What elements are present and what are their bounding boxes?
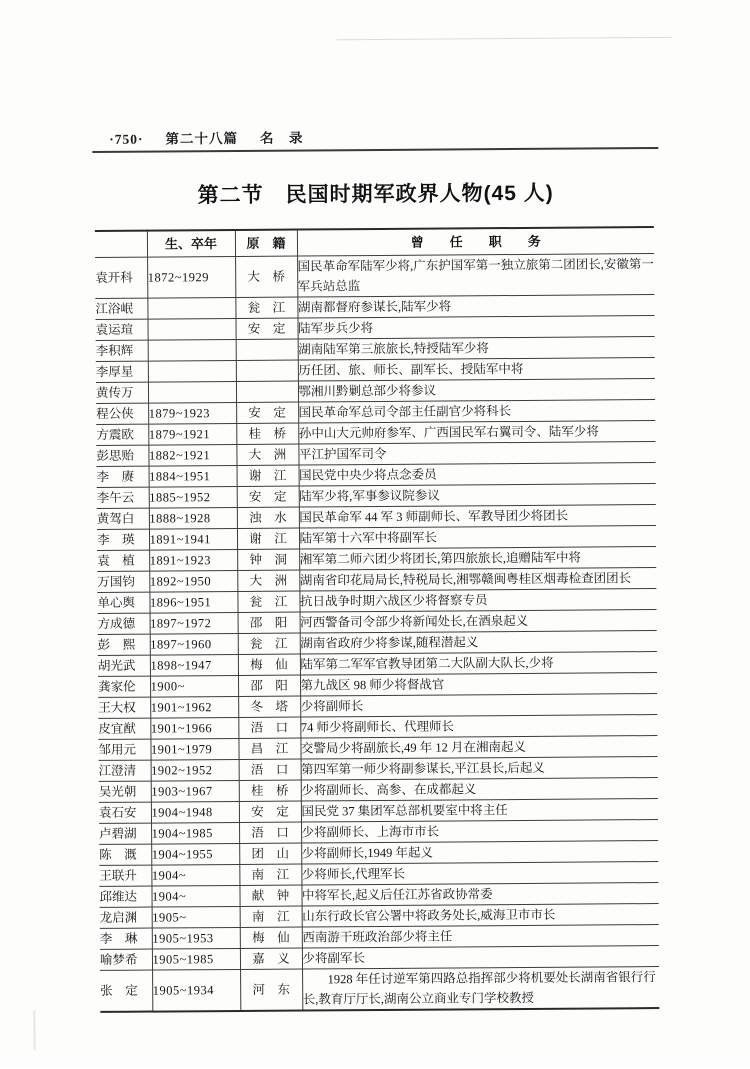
person-name: 黄驾白: [97, 508, 149, 529]
table-row: [100, 967, 659, 1012]
birth-death-years: 1898~1947: [150, 654, 238, 676]
positions-held: 陆军第十六军中将副军长: [299, 526, 656, 549]
native-place: [236, 339, 298, 360]
native-place: 大 桥: [235, 256, 297, 297]
native-place: 浊 水: [237, 507, 299, 528]
birth-death-years: 1879~1923: [148, 402, 236, 424]
native-place: 安 定: [236, 402, 298, 423]
native-place: 谢 江: [237, 528, 299, 549]
page-number: ·750·: [109, 131, 144, 147]
birth-death-years: 1901~1979: [150, 738, 238, 760]
person-name: 胡光武: [98, 655, 150, 676]
native-place: 南 江: [240, 906, 302, 927]
birth-death-years: 1896~1951: [149, 591, 237, 613]
table-row: [95, 254, 654, 299]
native-place: [236, 381, 298, 402]
birth-death-years: 1884~1951: [149, 465, 237, 487]
positions-held: 少将副师长,1949 年起义: [301, 841, 658, 864]
birth-death-years: 1892~1950: [149, 570, 237, 592]
birth-death-years: 1905~: [152, 906, 240, 928]
column-header-3: 曾 任 职 务: [297, 227, 654, 256]
person-name: 方成德: [98, 613, 150, 634]
positions-held: 少将副师长、上海市市长: [301, 820, 658, 843]
scan-artifact-line: [337, 37, 673, 40]
person-name: 邱维达: [99, 886, 151, 907]
person-name: 李 赓: [97, 466, 149, 487]
birth-death-years: 1897~1960: [150, 633, 238, 655]
birth-death-years: [148, 360, 236, 382]
native-place: 钟 洞: [237, 549, 299, 570]
birth-death-years: 1904~: [151, 864, 239, 886]
birth-death-years: 1888~1928: [149, 507, 237, 529]
positions-held: 少将副师长、高参、在成都起义: [301, 778, 658, 801]
person-name: 江浴岷: [95, 298, 147, 319]
positions-held: 陆军第二军军官教导团第二大队副大队长,少将: [300, 652, 657, 675]
person-name: 李厚星: [96, 361, 148, 382]
positions-held: 湖南省政府少将参谋,随程潜起义: [300, 631, 657, 654]
positions-held: 少将副师长: [300, 694, 657, 717]
positions-held: 国民革命军陆军少将,广东护国军第一独立旅第二团团长,安徽第一军兵站总监: [297, 254, 654, 297]
person-name: 邹用元: [98, 739, 150, 760]
birth-death-years: 1891~1923: [149, 549, 237, 571]
header-rule: [92, 147, 658, 153]
native-place: 嘉 义: [240, 948, 302, 969]
native-place: 瓮 江: [238, 633, 300, 654]
roster-table-head: [95, 227, 654, 257]
person-name: 龚家伦: [98, 676, 150, 697]
native-place: 团 山: [239, 843, 301, 864]
person-name: 陈 溉: [99, 844, 151, 865]
birth-death-years: 1904~: [151, 885, 239, 907]
birth-death-years: 1900~: [150, 675, 238, 697]
positions-held: 少将副军长: [302, 946, 659, 969]
birth-death-years: 1902~1952: [151, 759, 239, 781]
native-place: 大 洲: [236, 444, 298, 465]
page-header: [109, 126, 303, 147]
positions-held: 中将军长,起义后任江苏省政协常委: [301, 883, 658, 906]
column-header-1: 生、卒年: [147, 230, 235, 257]
positions-held: 孙中山大元帅府参军、广西国民军右翼司令、陆军少将: [298, 421, 655, 444]
positions-held: 少将师长,代理军长: [301, 862, 658, 885]
native-place: 邵 阳: [238, 675, 300, 696]
person-name: 卢碧湖: [99, 823, 151, 844]
page-title: 第二节 民国时期军政界人物(45 人): [197, 181, 554, 208]
person-name: 黄传万: [96, 382, 148, 403]
positions-held: 陆军步兵少将: [297, 316, 654, 339]
positions-held: 国民党中央少将点念委员: [299, 463, 656, 486]
birth-death-years: 1905~1985: [152, 948, 240, 970]
positions-held: 第四军第一师少将副参谋长,平江县长,后起义: [301, 757, 658, 780]
native-place: 梅 仙: [238, 654, 300, 675]
birth-death-years: 1901~1962: [150, 696, 238, 718]
person-name: 喻梦希: [100, 949, 152, 970]
birth-death-years: 1904~1948: [151, 801, 239, 823]
person-name: 袁运瑄: [96, 319, 148, 340]
person-name: 李午云: [97, 487, 149, 508]
native-place: 桂 桥: [239, 780, 301, 801]
positions-held: 历任团、旅、师长、副军长、授陆军中将: [298, 358, 655, 381]
column-header-0: [95, 231, 147, 258]
positions-held: 西南游干班政治部少将主任: [302, 925, 659, 948]
native-place: [236, 360, 298, 381]
native-place: 安 定: [235, 318, 297, 339]
birth-death-years: 1903~1967: [151, 780, 239, 802]
person-name: 李积辉: [96, 340, 148, 361]
positions-held: 湖南陆军第三旅旅长,特授陆军少将: [298, 337, 655, 360]
positions-held: 河西警备司令部少将新闻处长,在酒泉起义: [300, 610, 657, 633]
birth-death-years: 1901~1966: [150, 717, 238, 739]
person-name: 王联升: [99, 865, 151, 886]
person-name: 方震欧: [96, 424, 148, 445]
birth-death-years: [147, 297, 235, 319]
native-place: 浯 口: [239, 759, 301, 780]
birth-death-years: 1904~1985: [151, 822, 239, 844]
person-name: 单心舆: [97, 592, 149, 613]
native-place: 瓮 江: [235, 297, 297, 318]
person-name: 吴光朝: [99, 781, 151, 802]
birth-death-years: 1905~1934: [152, 969, 240, 1011]
native-place: 瓮 江: [237, 591, 299, 612]
birth-death-years: 1897~1972: [150, 612, 238, 634]
native-place: 梅 仙: [240, 927, 302, 948]
native-place: 大 洲: [237, 570, 299, 591]
birth-death-years: [148, 318, 236, 340]
native-place: 安 定: [237, 486, 299, 507]
roster-table-body: [95, 254, 659, 1012]
birth-death-years: 1872~1929: [147, 256, 235, 298]
native-place: 安 定: [239, 801, 301, 822]
positions-held: 1928 年任讨逆军第四路总指挥部少将机要处长湖南省银行行长,教育厅厅长,湖南公立商业专门学校教授: [302, 967, 659, 1011]
person-name: 江澄清: [99, 760, 151, 781]
header-row: [95, 227, 654, 257]
positions-held: 国民革命军 44 军 3 师副师长、军教导团少将团长: [299, 505, 656, 528]
person-name: 李 瑛: [97, 529, 149, 550]
native-place: 冬 塔: [238, 696, 300, 717]
person-name: 王大权: [98, 697, 150, 718]
native-place: 谢 江: [237, 465, 299, 486]
chapter-title: 第二十八篇: [165, 130, 239, 147]
native-place: 昌 江: [238, 738, 300, 759]
person-name: 袁 植: [97, 550, 149, 571]
roster-table: [95, 226, 659, 1013]
positions-held: 平江护国军司令: [298, 442, 655, 465]
positions-held: 山东行政长官公署中将政务处长,威海卫市市长: [302, 904, 659, 927]
native-place: 浯 口: [239, 822, 301, 843]
birth-death-years: [148, 339, 236, 361]
positions-held: 抗日战争时期六战区少将督察专员: [299, 589, 656, 612]
birth-death-years: 1905~1953: [152, 927, 240, 949]
person-name: 袁开科: [95, 257, 147, 298]
native-place: 献 钟: [239, 885, 301, 906]
person-name: 张 定: [100, 970, 152, 1012]
chapter-section: 名 录: [259, 130, 304, 146]
positions-held: 第九战区 98 师少将督战官: [300, 673, 657, 696]
positions-held: 湖南省印花局局长,特税局长,湘鄂赣闽粤桂区烟毒检查团团长: [299, 568, 656, 591]
birth-death-years: 1879~1921: [148, 423, 236, 445]
positions-held: 交警局少将副旅长,49 年 12 月在湘南起义: [300, 736, 657, 759]
positions-held: 国民党 37 集团军总部机要室中将主任: [301, 799, 658, 822]
native-place: 邵 阳: [238, 612, 300, 633]
scan-artifact-smudge: [33, 1010, 35, 1050]
positions-held: 国民革命军总司令部主任副官少将科长: [298, 400, 655, 423]
native-place: 浯 口: [238, 717, 300, 738]
positions-held: 陆军少将,军事参议院参议: [299, 484, 656, 507]
birth-death-years: [148, 381, 236, 403]
birth-death-years: 1904~1955: [151, 843, 239, 865]
column-header-2: 原 籍: [235, 230, 297, 257]
person-name: 万国钧: [97, 571, 149, 592]
positions-held: 74 师少将副师长、代理师长: [300, 715, 657, 738]
positions-held: 鄂湘川黔剿总部少将参议: [298, 379, 655, 402]
birth-death-years: 1891~1941: [149, 528, 237, 550]
native-place: 桂 桥: [236, 423, 298, 444]
person-name: 李 琳: [100, 928, 152, 949]
person-name: 程公侠: [96, 403, 148, 424]
person-name: 彭 熙: [98, 634, 150, 655]
person-name: 皮宜猷: [98, 718, 150, 739]
person-name: 袁石安: [99, 802, 151, 823]
person-name: 龙启渊: [100, 907, 152, 928]
native-place: 河 东: [240, 969, 302, 1011]
person-name: 彭思贻: [96, 445, 148, 466]
positions-held: 湖南都督府参谋长,陆军少将: [297, 295, 654, 318]
birth-death-years: 1882~1921: [148, 444, 236, 466]
positions-held: 湘军第二师六团少将团长,第四旅旅长,追赠陆军中将: [299, 547, 656, 570]
birth-death-years: 1885~1952: [149, 486, 237, 508]
native-place: 南 江: [239, 864, 301, 885]
